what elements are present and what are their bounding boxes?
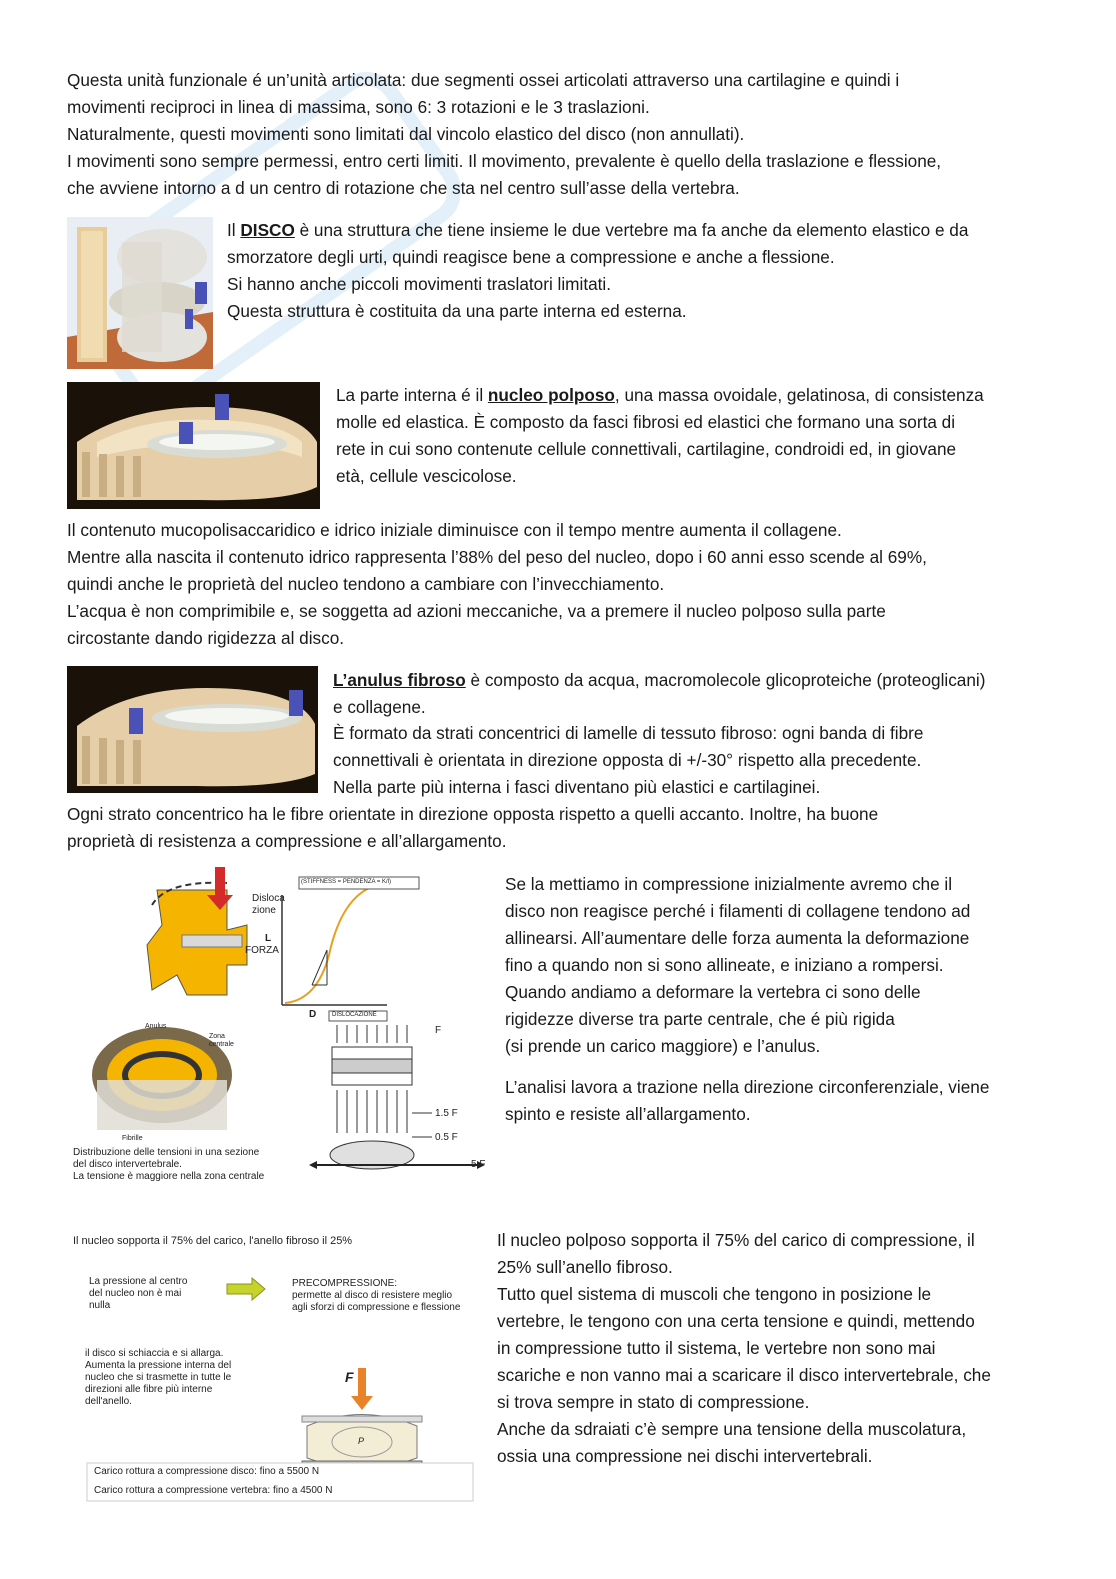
label-F-carico: F (345, 1369, 354, 1385)
compressione-line-7: (si prende un carico maggiore) e l’anulus. (505, 1036, 821, 1056)
label-fibrille: Fibrille (122, 1135, 143, 1142)
label-5F: 5 F (471, 1159, 486, 1170)
vertebra-photo (67, 217, 213, 369)
compressione-line-4: fino a quando non si sono allineate, e iniziano a rompersi. (505, 955, 944, 975)
intro-line-5: che avviene intorno a d un centro di rotazione che sta nel centro sull’asse della vertebra. (67, 178, 740, 198)
compressione-line-6: rigidezze diverse tra parte centrale, che é più rigida (505, 1009, 895, 1029)
nucleo-line-4: età, cellule vescicolose. (336, 466, 517, 486)
schiaccia-line-1: il disco si schiaccia e si allarga. (85, 1348, 224, 1359)
label-F-load: F (435, 1025, 442, 1036)
compressione-line-5: Quando andiamo a deformare la vertebra ci sono delle (505, 982, 921, 1002)
compressione-line-9: spinto e resiste all’allargamento. (505, 1104, 751, 1124)
nucleo-line-2: molle ed elastica. È composto da fasci fibrosi ed elastici che formano una sorta di (336, 412, 956, 432)
anulus-term: L’anulus fibroso (333, 670, 466, 690)
contenuto-line-1: Il contenuto mucopolisaccaridico e idrico iniziale diminuisce con il tempo mentre aumenta il collagene. (67, 520, 842, 540)
carico-line-5: in compressione tutto il sistema, le vertebre non sono mai (497, 1338, 936, 1358)
rottura-vertebra: Carico rottura a compressione vertebra: fino a 4500 N (94, 1485, 333, 1496)
disco-term: DISCO (240, 220, 295, 240)
disco-line-4: Questa struttura è costituita da una parte interna ed esterna. (227, 301, 687, 321)
label-disloca: Disloca (252, 893, 285, 904)
anulus-line-3: È formato da strati concentrici di lamelle di tessuto fibroso: ogni banda di fibre (333, 723, 924, 743)
anulus-disc-illustration (67, 666, 318, 793)
carico-line-4: vertebre, le tengono con una certa tensione e quindi, mettendo (497, 1311, 975, 1331)
label-1-5F: 1.5 F (435, 1108, 458, 1119)
press-line-3: nulla (89, 1300, 111, 1311)
carico-figure-title: Il nucleo sopporta il 75% del carico, l'anello fibroso il 25% (73, 1235, 353, 1247)
intro-line-2: movimenti reciproci in linea di massima, sono 6: 3 rotazioni e le 3 traslazioni. (67, 97, 650, 117)
caption-line-2: del disco intervertebrale. (73, 1159, 182, 1170)
label-L: L (265, 933, 272, 944)
label-dislocazione: DISLOCAZIONE (332, 1012, 377, 1018)
nucleo-disc-illustration (67, 382, 320, 509)
anulus-line-7: proprietà di resistenza a compressione e all’allargamento. (67, 831, 507, 851)
label-0-5F: 0.5 F (435, 1132, 458, 1143)
label-forza: FORZA (245, 945, 279, 956)
label-zione: zione (252, 905, 276, 916)
press-line-1: La pressione al centro (89, 1276, 188, 1287)
label-curve: (STIFFNESS = PENDENZA = K/l) (301, 879, 392, 885)
anulus-line-4: connettivali è orientata in direzione opposta di +/-30° rispetto alla precedente. (333, 750, 922, 770)
nucleo-term: nucleo polposo (487, 385, 615, 405)
carico-line-6: scariche e non vanno mai a scaricare il disco intervertebrale, che (497, 1365, 991, 1385)
compressione-line-2: disco non reagisce perché i filamenti di collagene tendono ad (505, 901, 971, 921)
contenuto-line-5: circostante dando rigidezza al disco. (67, 628, 345, 648)
compressione-line-8: L’analisi lavora a trazione nella direzione circonferenziale, viene (505, 1077, 990, 1097)
label-centrale: centrale (209, 1041, 234, 1048)
carico-line-7: si trova sempre in stato di compressione. (497, 1392, 810, 1412)
compression-figure (67, 865, 487, 1190)
intro-line-1: Questa unità funzionale é un’unità articolata: due segmenti ossei articolati attraverso una cartilagine e quindi i (67, 70, 900, 90)
schiaccia-line-4: direzioni alle fibre più interne (85, 1384, 213, 1395)
precompressione-line-2: permette al disco di resistere meglio (292, 1290, 453, 1301)
contenuto-line-3: quindi anche le proprietà del nucleo tendono a cambiare con l’invecchiamento. (67, 574, 665, 594)
rottura-disco: Carico rottura a compressione disco: fino a 5500 N (94, 1466, 320, 1477)
nucleo-line-1: La parte interna é il nucleo polposo, una massa ovoidale, gelatinosa, di consistenza (336, 385, 984, 405)
disco-line-1: Il DISCO è una struttura che tiene insieme le due vertebre ma fa anche da elemento elastico e da (227, 220, 969, 240)
schiaccia-line-3: nucleo che si trasmette in tutte le (85, 1372, 232, 1383)
intro-line-3: Naturalmente, questi movimenti sono limitati dal vincolo elastico del disco (non annullati). (67, 124, 745, 144)
label-zona: Zona (209, 1033, 225, 1040)
anulus-line-2: e collagene. (333, 697, 426, 717)
intro-line-4: I movimenti sono sempre permessi, entro certi limiti. Il movimento, prevalente è quello della traslazione e flessione, (67, 151, 942, 171)
anulus-line-1: L’anulus fibroso è composto da acqua, macromolecole glicoproteiche (proteoglicani) (333, 670, 986, 690)
precompressione-line-3: agli sforzi di compressione e flessione (292, 1302, 461, 1313)
carico-line-8: Anche da sdraiati c’è sempre una tensione della muscolatura, (497, 1419, 967, 1439)
contenuto-line-2: Mentre alla nascita il contenuto idrico rappresenta l’88% del peso del nucleo, dopo i 60 anni esso scende al 69%, (67, 547, 927, 567)
nucleo-line-3: rete in cui sono contenute cellule connettivali, cartilagine, condroidi ed, in giovane (336, 439, 957, 459)
schiaccia-line-2: Aumenta la pressione interna del (85, 1360, 232, 1371)
caption-line-1: Distribuzione delle tensioni in una sezione (73, 1147, 260, 1158)
label-D: D (309, 1009, 317, 1020)
disco-line-2: smorzatore degli urti, quindi reagisce bene a compressione e anche a flessione. (227, 247, 835, 267)
contenuto-line-4: L’acqua è non comprimibile e, se soggetta ad azioni meccaniche, va a premere il nucleo polposo sulla parte (67, 601, 886, 621)
anulus-line-6: Ogni strato concentrico ha le fibre orientate in direzione opposta rispetto a quelli accanto. Inoltre, ha buone (67, 804, 879, 824)
label-anulus: Anulus (145, 1023, 167, 1030)
caption-line-3: La tensione è maggiore nella zona centrale (73, 1171, 265, 1182)
carico-line-1: Il nucleo polposo sopporta il 75% del carico di compressione, il (497, 1230, 975, 1250)
label-P: P (358, 1436, 365, 1446)
anulus-line-5: Nella parte più interna i fasci diventano più elastici e cartilaginei. (333, 777, 821, 797)
carico-line-9: ossia una compressione nei dischi intervertebrali. (497, 1446, 873, 1466)
compressione-line-1: Se la mettiamo in compressione inizialmente avremo che il (505, 874, 953, 894)
compressione-line-3: allinearsi. All’aumentare delle forza aumenta la deformazione (505, 928, 970, 948)
precompressione-line-1: PRECOMPRESSIONE: (292, 1278, 398, 1289)
disco-line-3: Si hanno anche piccoli movimenti traslatori limitati. (227, 274, 612, 294)
schiaccia-line-5: dell'anello. (85, 1396, 132, 1407)
load-distribution-figure (67, 1228, 487, 1503)
press-line-2: del nucleo non è mai (89, 1288, 182, 1299)
carico-line-2: 25% sull’anello fibroso. (497, 1257, 673, 1277)
carico-line-3: Tutto quel sistema di muscoli che tengono in posizione le (497, 1284, 932, 1304)
